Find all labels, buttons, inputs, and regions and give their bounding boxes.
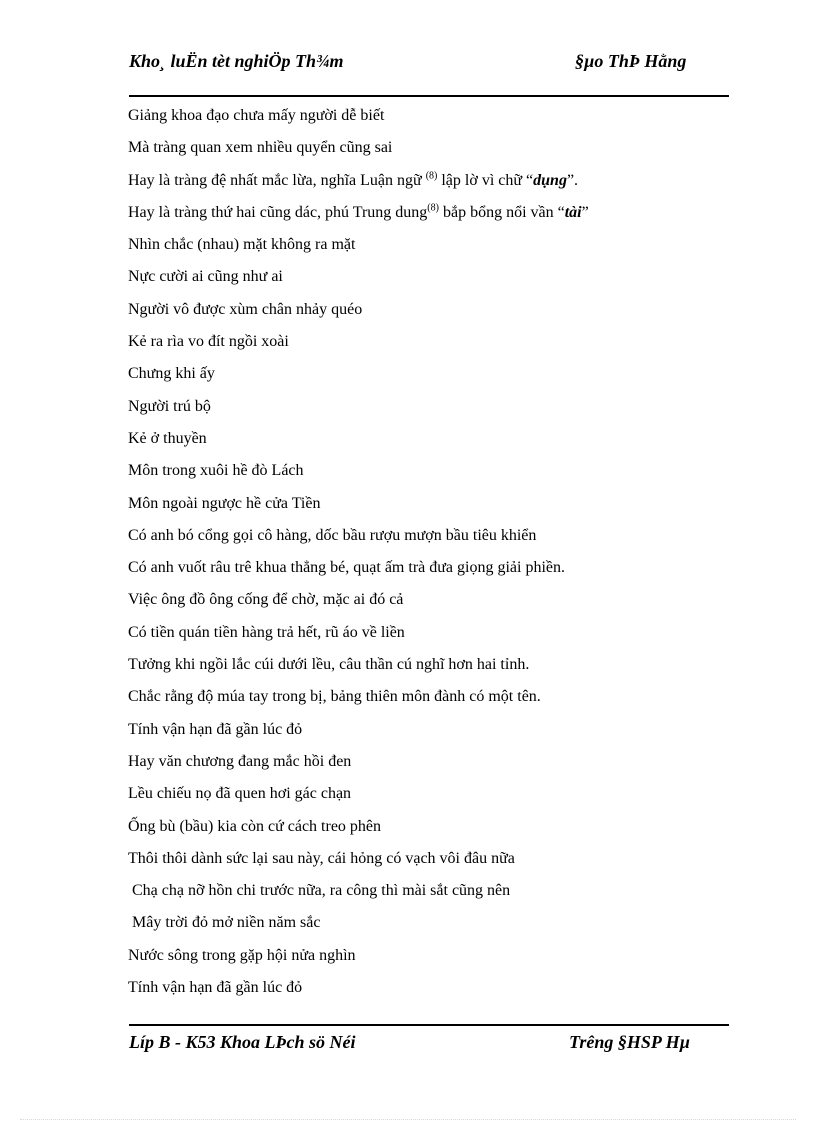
poem-line: Giảng khoa đạo chưa mấy người dễ biết xyxy=(128,107,385,124)
poem-line: Có anh bó cổng gọi cô hàng, dốc bầu rượu mượn bầu tiêu khiển xyxy=(128,526,537,544)
poem-line: Nực cười ai cũng như ai xyxy=(128,268,283,286)
emphasis-word: dụng xyxy=(533,171,567,189)
poem-line: Người trú bộ xyxy=(128,397,211,415)
poem-line: Mà tràng quan xem nhiều quyển cũng sai xyxy=(128,139,393,157)
footnote-marker: (8) xyxy=(427,202,439,214)
poem-line: Mây trời đỏ mở niền năm sắc xyxy=(128,914,321,932)
poem-line: Hay văn chương đang mắc hồi đen xyxy=(128,752,352,770)
poem-line: Hay là tràng thứ hai cũng dác, phú Trung dung$^{(8)}$ bắp bổng nổi vần “tài” xyxy=(128,202,589,221)
header-left-title: Kho¸ luËn tèt nghiÖp Th¾m xyxy=(129,51,344,71)
poem-line: Nước sông trong gặp hội nửa nghìn xyxy=(128,946,356,964)
poem-line: Môn ngoài ngược hề cửa Tiền xyxy=(128,494,321,512)
poem-line: Tính vận hạn đã gần lúc đỏ xyxy=(128,979,303,997)
footer-rule xyxy=(129,1024,729,1026)
poem-line: Lều chiếu nọ đã quen hơi gác chạn xyxy=(128,785,352,803)
poem-line: Chạ chạ nỡ hồn chi trước nữa, ra công thì mài sắt cũng nên xyxy=(128,882,511,900)
poem-line: Chưng khi ấy xyxy=(128,365,215,383)
poem-line: Chắc rằng độ múa tay trong bị, bảng thiên môn đành có một tên. xyxy=(128,688,541,706)
poem-line: Ống bù (bầu) kia còn cứ cách treo phên xyxy=(128,817,382,835)
poem-line: Môn trong xuôi hề đò Lách xyxy=(128,462,304,480)
poem-line: Người vô được xùm chân nhảy quéo xyxy=(128,300,363,318)
header-right-author: §µo ThÞ Hằng xyxy=(575,51,687,71)
footer-left-class: Líp B - K53 Khoa LÞch sö Néi xyxy=(129,1032,356,1052)
poem-line: Việc ông đồ ông cống để chờ, mặc ai đó cả xyxy=(128,591,404,609)
poem-line: Nhìn chắc (nhau) mặt không ra mặt xyxy=(128,236,356,254)
header-rule xyxy=(129,95,729,97)
poem-line: Thôi thôi dành sức lại sau này, cái hỏng có vạch vôi đâu nữa xyxy=(128,849,515,867)
poem-line: Có anh vuốt râu trê khua thẳng bé, quạt ấm trà đưa giọng giải phiền. xyxy=(128,559,565,577)
poem-line: Kẻ ở thuyền xyxy=(128,429,207,447)
poem-line: Tưởng khi ngồi lắc cúi dưới lều, câu thần cú nghĩ hơn hai tỉnh. xyxy=(128,656,530,674)
poem-line: Kẻ ra rìa vo đít ngồi xoài xyxy=(128,333,289,351)
poem-body xyxy=(128,102,748,1006)
emphasis-word: tài xyxy=(564,203,582,221)
poem-line: Có tiền quán tiền hàng trả hết, rũ áo về liền xyxy=(128,623,405,641)
footer-right-school: Trêng §HSP Hµ xyxy=(569,1032,691,1052)
footnote-marker: (8) xyxy=(425,170,438,182)
poem-line: Tính vận hạn đã gần lúc đỏ xyxy=(128,720,303,738)
poem-line: Hay là tràng đệ nhất mắc lừa, nghĩa Luận ngữ $^{(8)}$ lập lờ vì chữ “dụng”. xyxy=(128,170,579,189)
page-bottom-dotted-line xyxy=(20,1119,796,1120)
